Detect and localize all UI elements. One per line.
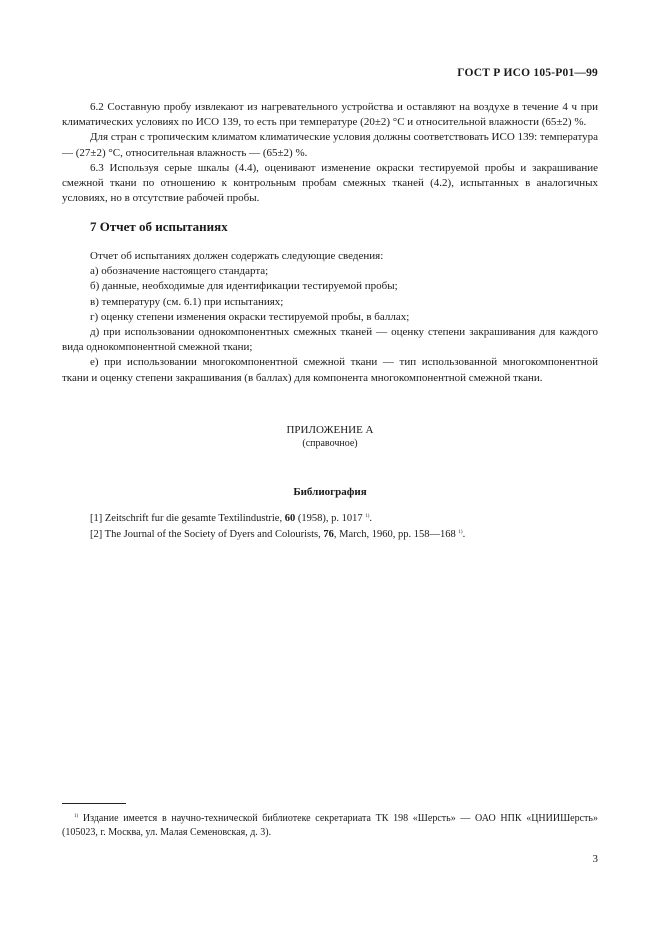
entry-text: . [369, 513, 373, 524]
bibliography-title: Библиография [293, 486, 367, 498]
list-item: е) при использовании многокомпонентной смежной ткани — тип использованной многокомпонентной ткани и оценку степени закрашивания (в баллах) для компонента многокомпонентной смежной ткани. [62, 356, 598, 384]
appendix-title: ПРИЛОЖЕНИЕ А [286, 424, 374, 436]
bibliography-entry [90, 526, 598, 542]
list-item: а) обозначение настоящего стандарта; [90, 265, 269, 278]
list-item: б) данные, необходимые для идентификации тестируемой пробы; [90, 280, 398, 293]
footnote [62, 810, 598, 839]
section-7-title: 7 Отчет об испытаниях [90, 219, 228, 234]
entry-volume: 76 [323, 529, 334, 540]
report-intro: Отчет об испытаниях должен содержать следующие сведения: [90, 250, 384, 262]
document-page [62, 0, 598, 936]
footnote-body: Издание имеется в научно-технической библиотеке секретариата ТК 198 «Шерсть» — ОАО НПК «ЦНИИШерсть» (105023, г. Москва, ул. Малая Семеновская, д. 3). [62, 813, 598, 838]
entry-text: . [462, 529, 466, 540]
bibliography-entry [90, 510, 598, 526]
appendix-heading [62, 424, 598, 450]
entry-text: [2] The Journal of the Society of Dyers and Colourists, [90, 529, 324, 540]
paragraph-tropical-climate: Для стран с тропическим климатом климатические условия должны соответствовать ИСО 139: температура — (27±2) °С, относительная влажность — (65±2) %. [62, 131, 598, 159]
footnote-marker: 1) [74, 814, 79, 819]
entry-text: [1] Zeitschrift fur die gesamte Textilindustrie, [90, 513, 285, 524]
clause-6-body [62, 100, 598, 206]
entry-volume: 60 [284, 513, 296, 524]
list-item: в) температуру (см. 6.1) при испытаниях; [90, 295, 284, 308]
paragraph-6-2: 6.2 Составную пробу извлекают из нагревательного устройства и оставляют на воздухе в течение 4 ч при климатических условиях по ИСО 139, то есть при температуре (20±2) °С и относительной влажности (65±2) %. [62, 101, 598, 129]
test-report-list [62, 249, 598, 386]
footnote-marker: 1) [365, 514, 370, 519]
entry-text: (1958), p. 1017 [295, 513, 363, 524]
list-item: д) при использовании однокомпонентных смежных тканей — оценку степени закрашивания для каждого вида однокомпонентной смежной ткани; [62, 326, 598, 354]
appendix-subtitle: (справочное) [302, 438, 358, 449]
footnote-marker: 1) [458, 530, 463, 535]
page-number: 3 [592, 853, 598, 865]
footnote-text [62, 810, 598, 839]
bibliography-list [90, 510, 598, 542]
paragraph-6-3: 6.3 Используя серые шкалы (4.4), оценивают изменение окраски тестируемой пробы и закрашивание смежной ткани по отношению к контрольным пробам смежных тканей (4.2), испытанных в аналогичных условиях, но в отсутствие рабочей пробы. [62, 161, 598, 205]
document-code-header: ГОСТ Р ИСО 105-Р01—99 [457, 67, 598, 79]
list-item: г) оценку степени изменения окраски тестируемой пробы, в баллах; [90, 310, 410, 323]
entry-text: , March, 1960, pp. 158—168 [333, 529, 456, 540]
footnote-divider [62, 803, 126, 804]
